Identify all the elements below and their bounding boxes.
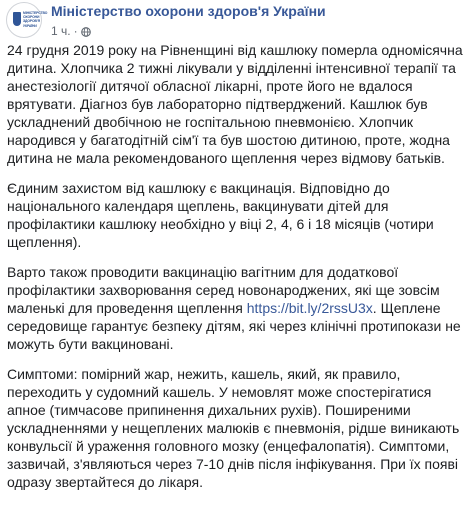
paragraph-text-after-link: . Щеплене середовище гарантує безпеку дітям, які через клінічні протипокази не можуть бути вакциновані. bbox=[7, 300, 461, 352]
avatar[interactable] bbox=[6, 2, 48, 38]
post-header bbox=[6, 2, 466, 42]
meta-separator: · bbox=[73, 24, 78, 38]
bitly-link[interactable]: https://bit.ly/2rssU3x bbox=[246, 300, 373, 316]
globe-icon[interactable] bbox=[81, 26, 91, 36]
post-body bbox=[7, 41, 467, 503]
page-name-link[interactable]: Міністерство охорони здоров'я України bbox=[51, 3, 326, 19]
post-meta bbox=[51, 24, 91, 38]
avatar-logo-text: МІНІСТЕРСТВО ОХОРОНИ ЗДОРОВ'Я УКРАЇНИ bbox=[23, 11, 48, 28]
coat-of-arms-icon bbox=[13, 12, 21, 26]
paragraph-incident: 24 грудня 2019 року на Рівненщині від кашлюку померла одномісячна дитина. Хлопчика 2 тижні лікували у відділенні інтенсивної терапії та анестезіології дитячої обласної лікарні, проте його не вдалося врятувати. Діагноз був лабораторно підтверджений. Кашлюк був ускладнений двобічною не госпітальною пневмонією. Хлопчик народився у багатодітній сім'ї та був шостою дитиною, проте, жодна дитина не мала рекомендованого щеплення через відмову батьків. bbox=[7, 42, 463, 166]
paragraph-text-before-link: Варто також проводити вакцинацію вагітним для додаткової профілактики захворювання серед новонароджених, які ще зовсім маленькі для проведення щеплення bbox=[7, 264, 440, 316]
post-timestamp[interactable]: 1 ч. bbox=[51, 24, 71, 38]
paragraph-symptoms: Симптоми: помірний жар, нежить, кашель, який, як правило, переходить у судомний кашель. У немовлят може спостерігатися апное (тимчасове припинення дихальних рухів). Поширеними ускладненнями у нещеплених малюків є пневмонія, рідше виникають конвульсії й ураження головного мозку (енцефалопатія). Симптоми, зазвичай, з'являються через 7-10 днів після інфікування. При їх появі одразу звертайтеся до лікаря. bbox=[7, 366, 460, 490]
paragraph-pregnancy-vaccination bbox=[7, 263, 467, 353]
paragraph-vaccination: Єдиним захистом від кашлюку є вакцинація. Відповідно до національного календаря щеплень, вакцинувати дітей для профілактики кашлюку необхідно у віці 2, 4, 6 і 18 місяців (чотири щеплення). bbox=[7, 180, 434, 250]
